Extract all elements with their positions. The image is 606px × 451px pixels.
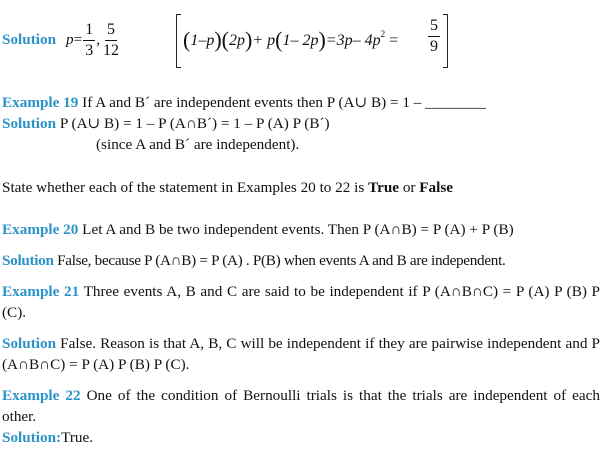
- fraction-one-third: [83, 22, 95, 59]
- fraction-denominator: 12: [103, 41, 119, 59]
- fraction-denominator: 9: [430, 38, 438, 55]
- example-label: Example 22: [2, 387, 81, 404]
- example-label: Example 19: [2, 94, 79, 111]
- equals-sign: =: [73, 31, 83, 48]
- example-20: [2, 219, 600, 240]
- example-21-solution: [2, 333, 600, 375]
- left-bracket: [176, 14, 181, 68]
- solution-label: Solution: [2, 115, 57, 132]
- fraction-five-twelfths: [101, 22, 121, 59]
- solution-text: P (A∪ B) = 1 – P (A∩B´) = 1 – P (A) P (B´): [56, 115, 330, 132]
- term-two-p: 2p: [228, 32, 245, 49]
- note-text: (since A and B´ are independent).: [96, 136, 300, 153]
- fraction-numerator: 5: [105, 22, 117, 41]
- statement-instruction: [2, 177, 600, 198]
- solution-label: Solution:: [2, 429, 62, 446]
- p-variable: p: [66, 31, 74, 48]
- solution-line-1: [2, 20, 122, 60]
- example-19-solution: [2, 113, 600, 134]
- paren: ): [244, 27, 253, 52]
- example-text: If A and B´ are independent events then P (A∪ B) = 1 – ________: [78, 94, 486, 111]
- example-20-solution: [2, 250, 600, 271]
- right-bracket: [443, 14, 448, 68]
- term-plus-p: + p: [252, 32, 276, 49]
- or-word: or: [399, 179, 420, 196]
- example-19-note: [96, 134, 600, 155]
- solution-text: True.: [61, 429, 94, 446]
- true-word: True: [368, 179, 400, 196]
- term-one-minus-p: 1–p: [190, 32, 215, 49]
- example-text: One of the condition of Bernoulli trials is that the trials are independent of each other.: [2, 387, 600, 425]
- example-text: Three events A, B and C are said to be independent if P (A∩B∩C) = P (A) P (B) P (C).: [2, 283, 600, 321]
- fraction-five-ninths: [428, 18, 440, 55]
- exponent: 2: [380, 29, 386, 39]
- fraction-numerator: 5: [428, 18, 440, 37]
- solution-text: False, because P (A∩B) = P (A) . P(B) when events A and B are independent.: [53, 252, 506, 269]
- solution-label: Solution: [2, 252, 54, 269]
- comma: ,: [96, 31, 100, 48]
- equals-sign: =: [389, 32, 399, 49]
- bracketed-expression: [176, 14, 448, 66]
- solution-label: Solution: [2, 31, 57, 48]
- term-3p-minus-4p: =3p– 4p: [325, 32, 381, 49]
- example-text: Let A and B be two independent events. Then P (A∩B) = P (A) + P (B): [78, 221, 514, 238]
- paren: (: [183, 27, 191, 52]
- paren: ): [214, 27, 222, 52]
- example-label: Example 21: [2, 283, 80, 300]
- fraction-denominator: 3: [85, 41, 94, 59]
- paren: ): [318, 27, 326, 52]
- paren: (: [275, 27, 283, 52]
- example-19: [2, 92, 600, 113]
- example-label: Example 20: [2, 221, 79, 238]
- paren: (: [221, 27, 229, 52]
- example-21: [2, 281, 600, 323]
- example-22-solution: [2, 427, 600, 448]
- term-one-minus-2p: 1– 2p: [282, 32, 319, 49]
- example-22: [2, 385, 600, 427]
- instruction-text: State whether each of the statement in Examples 20 to 22 is: [2, 179, 369, 196]
- false-word: False: [419, 179, 454, 196]
- expression-content: [183, 27, 398, 53]
- solution-label: Solution: [2, 335, 57, 352]
- fraction-numerator: 1: [83, 22, 95, 41]
- solution-text: False. Reason is that A, B, C will be independent if they are pairwise independent and P (A∩B∩C) = P (A) P (B) P (C).: [2, 335, 600, 373]
